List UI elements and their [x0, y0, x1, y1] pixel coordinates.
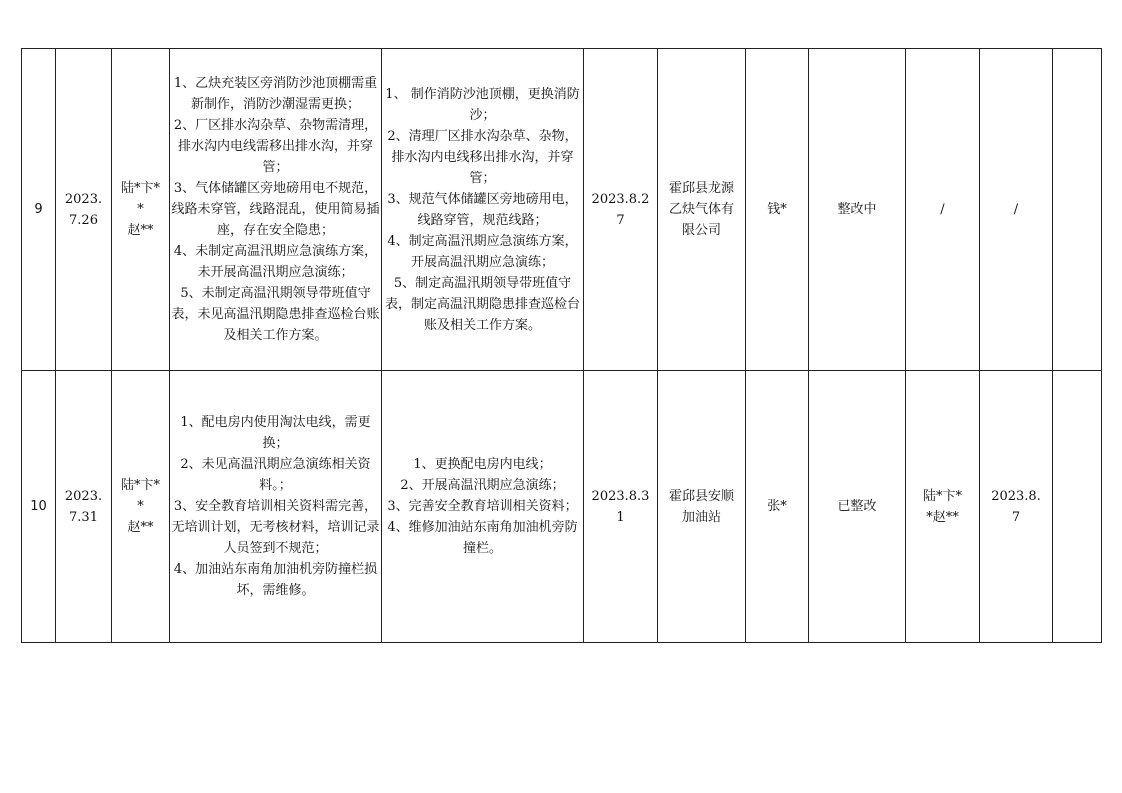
- issue-item: 5、未制定高温汛期领导带班值守表，未见高温汛期隐患排查巡检台账及相关工作方案。: [171, 286, 380, 343]
- deadline: 2023.8.31: [584, 371, 658, 643]
- table-row: [22, 371, 1102, 643]
- remark: [1053, 371, 1102, 643]
- deadline: 2023.8.27: [584, 49, 658, 371]
- inspectors: 陆*卞** 赵**: [112, 371, 170, 643]
- unit-name: 霍邱县龙源乙炔气体有限公司: [658, 49, 746, 371]
- remark: [1053, 49, 1102, 371]
- measure-item: 3、完善安全教育培训相关资料；: [387, 499, 578, 514]
- inspectors: 陆*卞** 赵**: [112, 49, 170, 371]
- measures-list: [382, 371, 584, 643]
- issue-item: 4、未制定高温汛期应急演练方案，未开展高温汛期应急演练；: [173, 244, 378, 280]
- responsible-person: 张*: [746, 371, 809, 643]
- issues-list: [170, 49, 382, 371]
- measure-item: 2、清理厂区排水沟杂草、杂物，排水沟内电线移出排水沟，并穿管；: [387, 128, 578, 186]
- review-date: 2023.8.7: [980, 371, 1053, 643]
- row-index: 9: [22, 49, 56, 371]
- measure-item: 4、维修加油站东南角加油机旁防撞栏。: [387, 520, 578, 556]
- inspection-date: 2023.7.26: [56, 49, 112, 371]
- issue-item: 2、厂区排水沟杂草、杂物需清理，排水沟内电线需移出排水沟，并穿管；: [173, 118, 378, 175]
- measure-item: 3、规范气体储罐区旁地磅用电，线路穿管，规范线路；: [387, 191, 578, 228]
- measures-list: [382, 49, 584, 371]
- status: 整改中: [809, 49, 906, 371]
- measure-item: 4、制定高温汛期应急演练方案，开展高温汛期应急演练；: [387, 233, 578, 270]
- measure-item: 2、开展高温汛期应急演练；: [400, 478, 565, 493]
- measure-item: 1、 制作消防沙池顶棚，更换消防沙；: [385, 86, 580, 123]
- rectification-table: [21, 48, 1102, 643]
- status: 已整改: [809, 371, 906, 643]
- row-index: 10: [22, 371, 56, 643]
- issue-item: 4、加油站东南角加油机旁防撞栏损坏，需维修。: [173, 562, 378, 598]
- responsible-person: 钱*: [746, 49, 809, 371]
- reviewer: 陆*卞**赵**: [906, 371, 980, 643]
- issue-item: 3、气体储罐区旁地磅用电不规范，线路未穿管，线路混乱，使用简易插座，存在安全隐患；: [171, 181, 380, 238]
- inspection-date: 2023.7.31: [56, 371, 112, 643]
- review-date: /: [980, 49, 1053, 371]
- issue-item: 1、乙炔充装区旁消防沙池顶棚需重新制作，消防沙潮湿需更换；: [173, 76, 378, 112]
- reviewer: /: [906, 49, 980, 371]
- unit-name: 霍邱县安顺加油站: [658, 371, 746, 643]
- table-row: [22, 49, 1102, 371]
- issue-item: 2、未见高温汛期应急演练相关资料。；: [180, 457, 371, 493]
- issue-item: 1、配电房内使用淘汰电线，需更换；: [180, 415, 371, 451]
- measure-item: 1、更换配电房内电线；: [413, 457, 552, 472]
- measure-item: 5、制定高温汛期领导带班值守表，制定高温汛期隐患排查巡检台账及相关工作方案。: [384, 275, 580, 333]
- issue-item: 3、安全教育培训相关资料需完善，无培训计划，无考核材料，培训记录人员签到不规范；: [171, 499, 380, 556]
- issues-list: [170, 371, 382, 643]
